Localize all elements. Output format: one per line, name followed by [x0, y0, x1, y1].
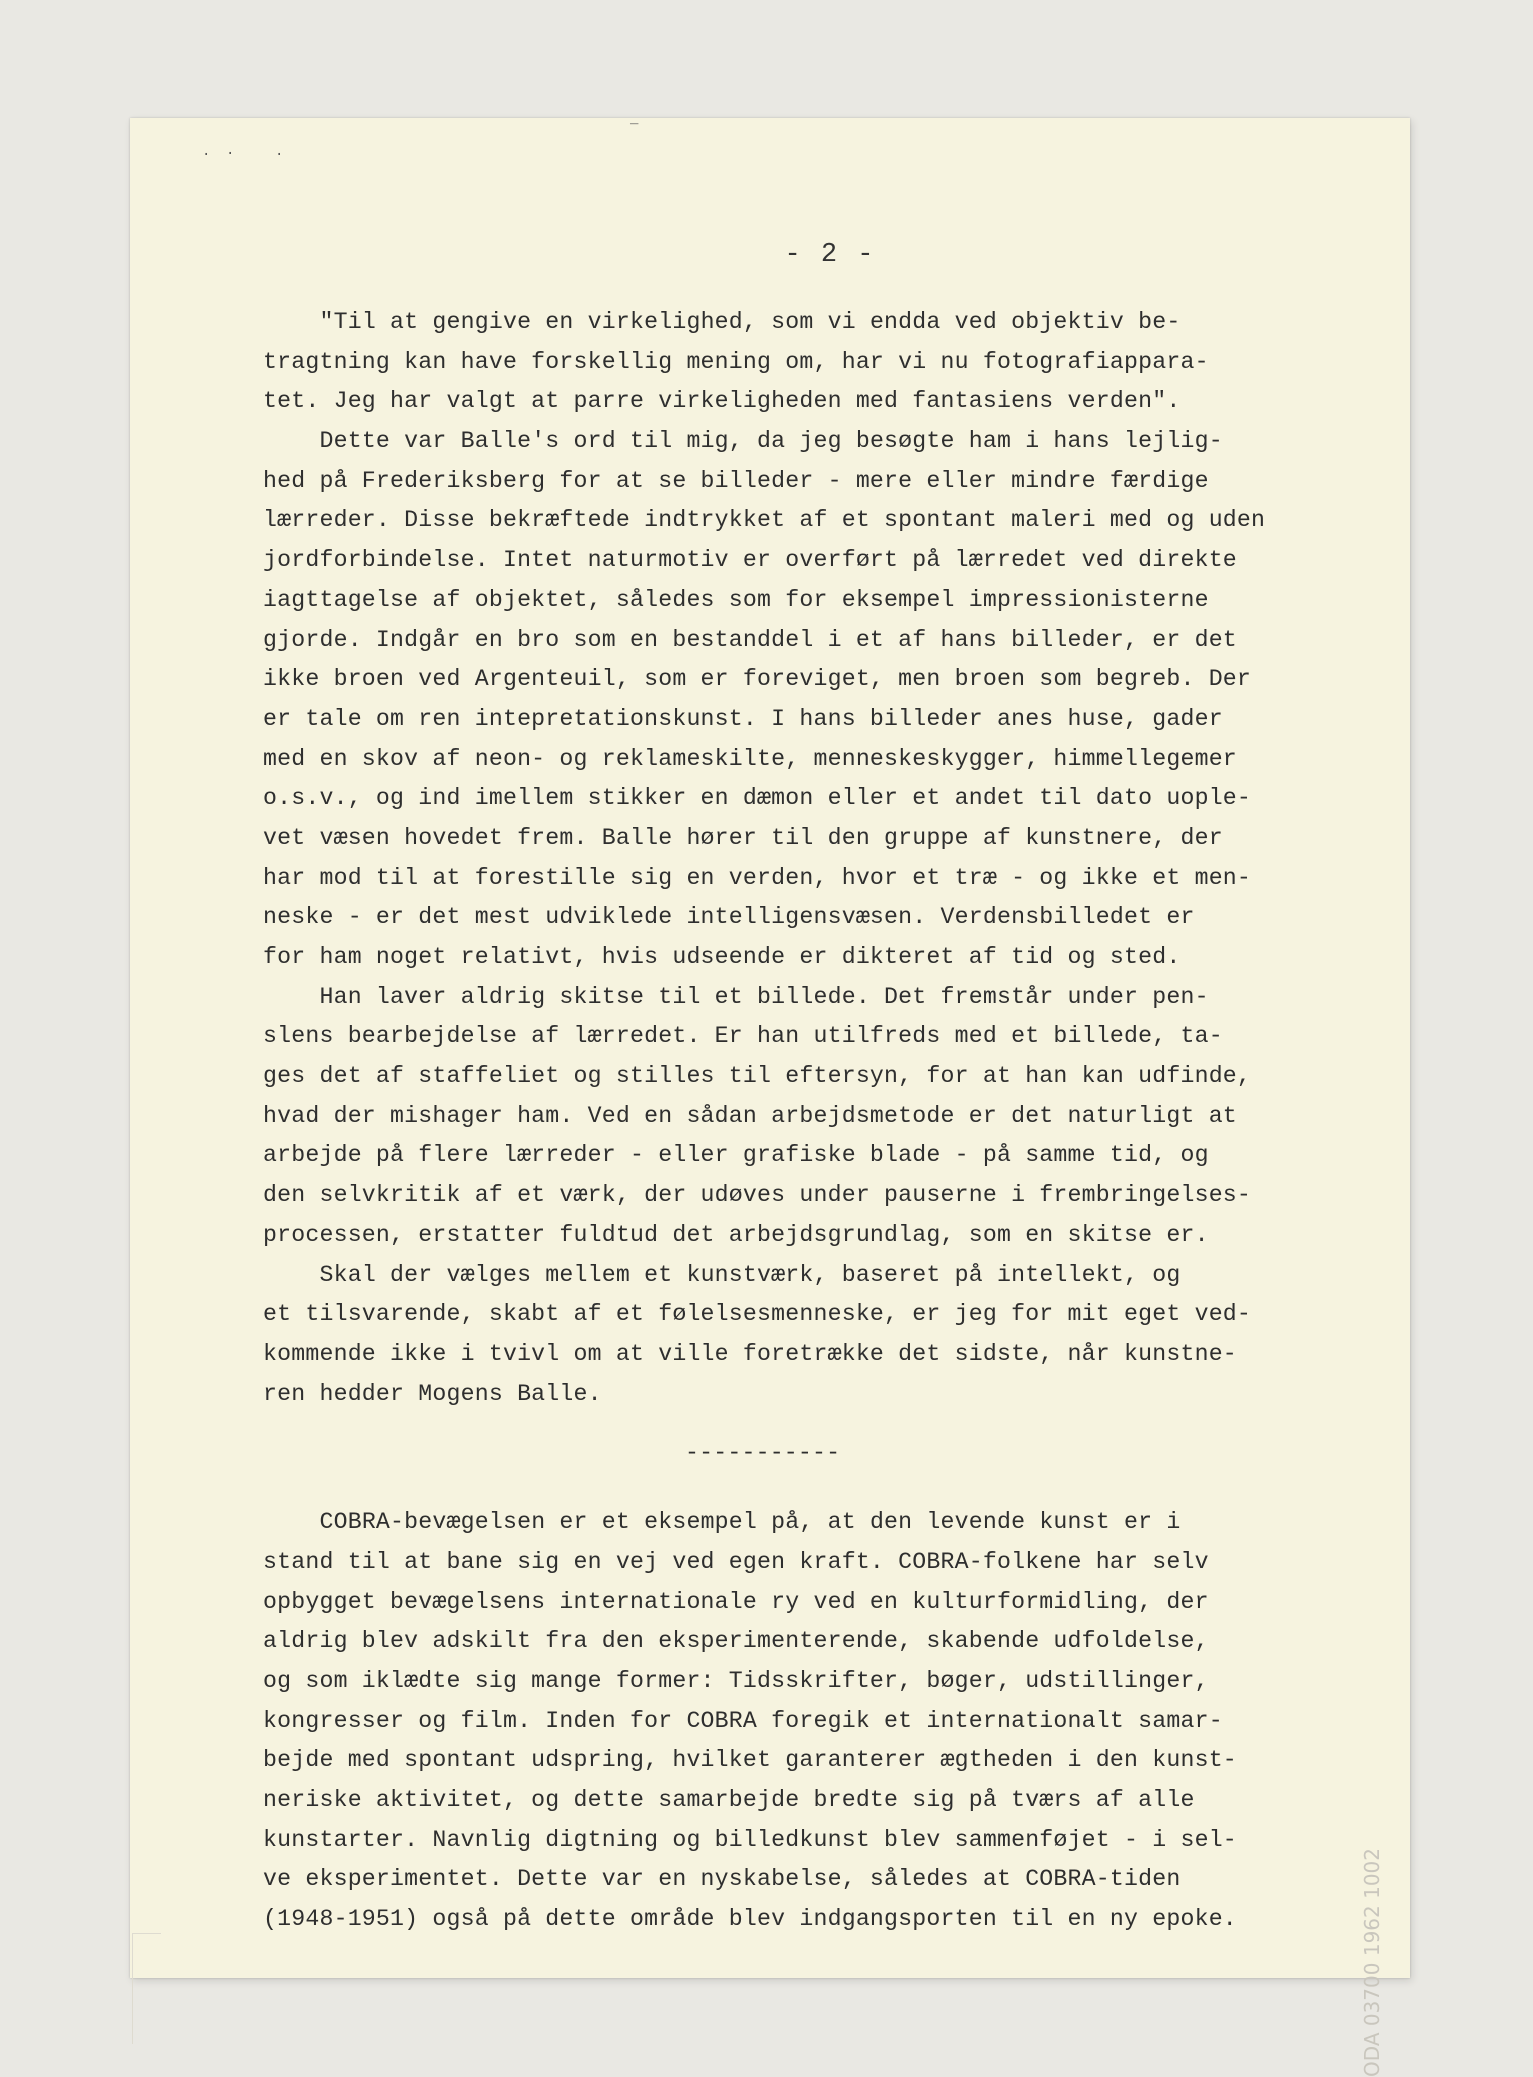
text-line: iagttagelse af objektet, således som for eksempel impressionisterne [263, 586, 1209, 613]
text-line: har mod til at forestille sig en verden, hvor et træ - og ikke et men- [263, 864, 1252, 891]
text-line: (1948-1951) også på dette område blev indgangsporten til en ny epoke. [263, 1906, 1237, 1933]
text-line: neske - er det mest udviklede intelligensvæsen. Verdensbilledet er [263, 904, 1195, 931]
page-speck: ‾ [630, 123, 639, 139]
text-line: vet væsen hovedet frem. Balle hører til den gruppe af kunstnere, der [263, 824, 1223, 851]
text-line: kunstarter. Navnlig digtning og billedkunst blev sammenføjet - i sel- [263, 1826, 1237, 1853]
text-line: hed på Frederiksberg for at se billeder - mere eller mindre færdige [263, 467, 1209, 494]
text-line: den selvkritik af et værk, der udøves under pauserne i frembringelses- [263, 1182, 1252, 1209]
text-line: aldrig blev adskilt fra den eksperimenterende, skabende udfoldelse, [263, 1628, 1209, 1655]
paragraph-5 [263, 1503, 1393, 1940]
text-line: er tale om ren intepretationskunst. I hans billeder anes huse, gader [263, 705, 1223, 732]
paragraph-2 [263, 422, 1393, 978]
text-line: o.s.v., og ind imellem stikker en dæmon eller et andet til dato uople- [263, 785, 1252, 812]
section-divider: ----------- [685, 1440, 841, 1467]
text-line: bejde med spontant udspring, hvilket garanterer ægtheden i den kunst- [263, 1747, 1237, 1774]
divider-spacer [263, 1493, 1393, 1503]
page-speck: · [202, 147, 211, 163]
text-line: neriske aktivitet, og dette samarbejde bredte sig på tværs af alle [263, 1787, 1195, 1814]
document-page [130, 118, 1410, 2077]
text-line: lærreder. Disse bekræftede indtrykket af et spontant maleri med og uden [263, 507, 1266, 534]
text-line: jordforbindelse. Intet naturmotiv er overført på lærredet ved direkte [263, 547, 1237, 574]
paragraph-1 [263, 303, 1393, 422]
typed-text [263, 303, 1393, 1940]
text-line: ve eksperimentet. Dette var en nyskabelse, således at COBRA-tiden [263, 1866, 1181, 1893]
text-line: kommende ikke i tvivl om at ville foretrække det sidste, når kunstne- [263, 1340, 1237, 1367]
text-line: ges det af staffeliet og stilles til eftersyn, for at han kan udfinde, [263, 1063, 1252, 1090]
page-speck: · [226, 146, 235, 162]
text-line: Han laver aldrig skitse til et billede. Det fremstår under pen- [319, 983, 1209, 1010]
text-line: Skal der vælges mellem et kunstværk, baseret på intellekt, og [319, 1261, 1181, 1288]
text-line: og som iklædte sig mange former: Tidsskrifter, bøger, udstillinger, [263, 1668, 1209, 1694]
text-line: for ham noget relativt, hvis udseende er dikteret af tid og sted. [263, 944, 1181, 970]
text-line: ren hedder Mogens Balle. [263, 1380, 602, 1407]
text-line: med en skov af neon- og reklameskilte, menneskeskygger, himmellegemer [263, 745, 1237, 772]
text-line: kongresser og film. Inden for COBRA foregik et internationalt samar- [263, 1707, 1223, 1734]
bleed-through-mark [132, 1933, 161, 2044]
text-line: hvad der mishager ham. Ved en sådan arbejdsmetode er det naturligt at [263, 1102, 1237, 1129]
text-line: COBRA-bevægelsen er et eksempel på, at den levende kunst er i [319, 1509, 1181, 1536]
paragraph-3 [263, 978, 1393, 1256]
paragraph-4 [263, 1256, 1393, 1415]
text-line: slens bearbejdelse af lærredet. Er han utilfreds med et billede, ta- [263, 1023, 1223, 1050]
page-number: - 2 - [784, 240, 876, 270]
text-line: gjorde. Indgår en bro som en bestanddel i et af hans billeder, er det [263, 626, 1237, 653]
text-line: opbygget bevægelsens internationale ry ved en kulturformidling, der [263, 1588, 1209, 1615]
text-line: Dette var Balle's ord til mig, da jeg besøgte ham i hans lejlig- [319, 428, 1223, 455]
text-line: processen, erstatter fuldtud det arbejdsgrundlag, som en skitse er. [263, 1221, 1209, 1248]
text-line: stand til at bane sig en vej ved egen kraft. COBRA-folkene har selv [263, 1548, 1209, 1575]
text-line: tragtning kan have forskellig mening om, har vi nu fotografiappara- [263, 348, 1209, 375]
text-line: arbejde på flere lærreder - eller grafiske blade - på samme tid, og [263, 1142, 1209, 1169]
pencil-annotation: ODA 03700 1962 1002 [1360, 1848, 1384, 2077]
text-line: "Til at gengive en virkelighed, som vi endda ved objektiv be- [319, 309, 1181, 335]
text-line: ikke broen ved Argenteuil, som er foreviget, men broen som begreb. Der [263, 666, 1252, 693]
text-line: et tilsvarende, skabt af et følelsesmenneske, er jeg for mit eget ved- [263, 1301, 1252, 1328]
page-speck: · [275, 147, 284, 163]
text-line: tet. Jeg har valgt at parre virkeligheden med fantasiens verden". [263, 388, 1181, 415]
